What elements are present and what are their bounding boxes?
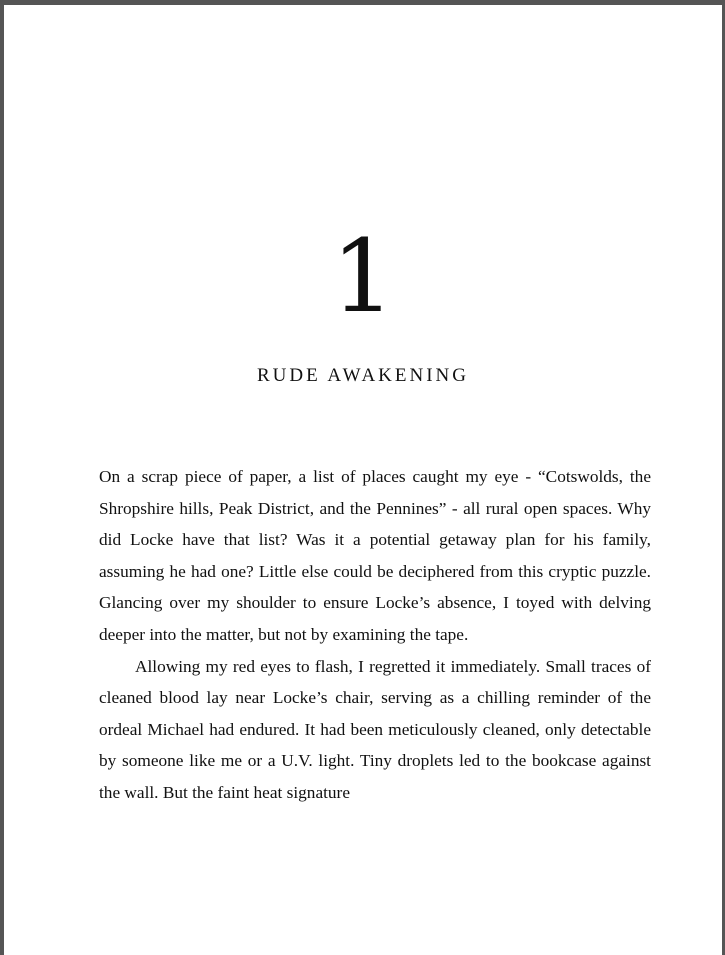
paragraph-1: On a scrap piece of paper, a list of places caught my eye - “Cotswolds, the Shropshire hills, Peak District, and the Pennines” - all rural open spaces. Why did Locke have that list? Was it a potential getaway plan for his family, assuming he had one? Little else could be deciphered from this cryptic puzzle. Glancing over my shoulder to ensure Locke’s absence, I toyed with delving deeper into the matter, but not by examining the tape.: [99, 467, 651, 644]
chapter-title: RUDE AWAKENING: [257, 365, 469, 386]
body-text: [99, 461, 651, 809]
paragraph-2: Allowing my red eyes to flash, I regretted it immediately. Small traces of cleaned blood lay near Locke’s chair, serving as a chilling reminder of the ordeal Michael had endured. It had been meticulously cleaned, only detectable by someone like me or a U.V. light. Tiny droplets led to the bookcase against the wall. But the faint heat signature: [99, 656, 651, 802]
chapter-number: 1: [331, 218, 395, 335]
document-page: [4, 5, 722, 955]
